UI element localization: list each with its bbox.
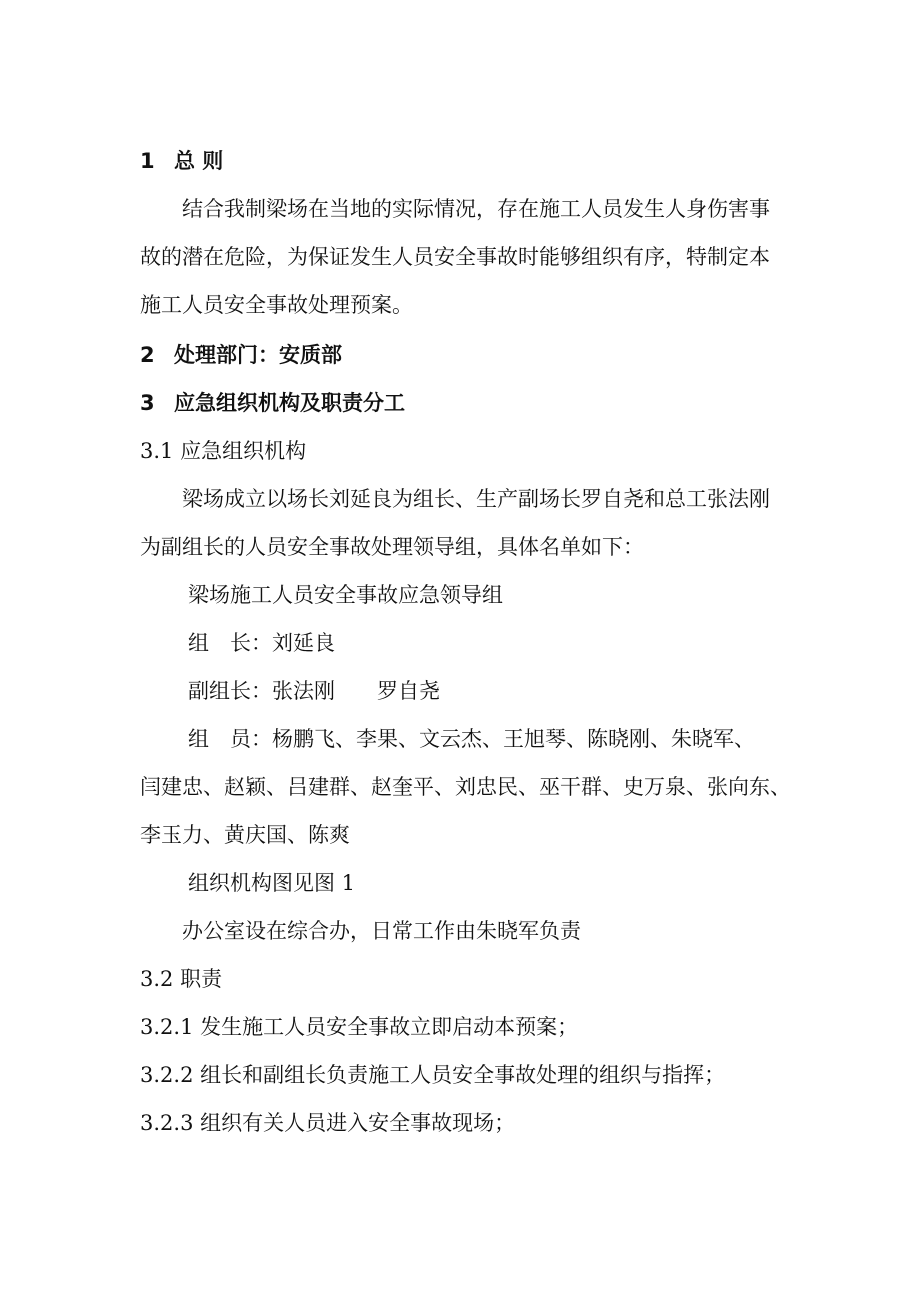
section-3-heading — [140, 388, 405, 418]
section-1-title: 总 则 — [174, 149, 224, 173]
section-1-body-line-3: 施工人员安全事故处理预案。 — [140, 293, 413, 317]
section-1-heading — [140, 146, 223, 176]
leadership-group-name: 梁场施工人员安全事故应急领导组 — [188, 583, 503, 607]
section-2-number: 2 — [140, 343, 155, 367]
section-2-heading — [140, 340, 342, 370]
section-1-body-line-1: 结合我制梁场在当地的实际情况，存在施工人员发生人身伤害事 — [182, 197, 770, 221]
members-line-2: 闫建忠、赵颖、吕建群、赵奎平、刘忠民、巫干群、史万泉、张向东、 — [140, 775, 791, 799]
deputy-leaders: 副组长：张法刚 罗自尧 — [188, 679, 440, 703]
duty-item-3-2-3: 3.2.3 组织有关人员进入安全事故现场； — [140, 1111, 516, 1135]
section-1-body-line-2: 故的潜在危险，为保证发生人员安全事故时能够组织有序，特制定本 — [140, 245, 770, 269]
section-1-number: 1 — [140, 149, 155, 173]
section-2-title: 处理部门：安质部 — [174, 343, 342, 367]
group-leader: 组 长：刘延良 — [188, 631, 335, 655]
duty-item-3-2-1: 3.2.1 发生施工人员安全事故立即启动本预案； — [140, 1015, 579, 1039]
org-chart-reference: 组织机构图见图 1 — [188, 871, 356, 895]
members-line-1: 组 员：杨鹏飞、李果、文云杰、王旭琴、陈晓刚、朱晓军、 — [188, 727, 755, 751]
office-location: 办公室设在综合办，日常工作由朱晓军负责 — [182, 919, 581, 943]
duty-item-3-2-2: 3.2.2 组长和副组长负责施工人员安全事故处理的组织与指挥； — [140, 1063, 726, 1087]
members-line-3: 李玉力、黄庆国、陈爽 — [140, 823, 350, 847]
section-3-number: 3 — [140, 391, 155, 415]
subsection-3-1-intro-line-2: 为副组长的人员安全事故处理领导组，具体名单如下： — [140, 535, 644, 559]
subsection-3-1-intro-line-1: 梁场成立以场长刘延良为组长、生产副场长罗自尧和总工张法刚 — [182, 487, 770, 511]
subsection-3-2-title: 3.2 职责 — [140, 967, 223, 991]
section-3-title: 应急组织机构及职责分工 — [174, 391, 405, 415]
subsection-3-1-title: 3.1 应急组织机构 — [140, 439, 307, 463]
